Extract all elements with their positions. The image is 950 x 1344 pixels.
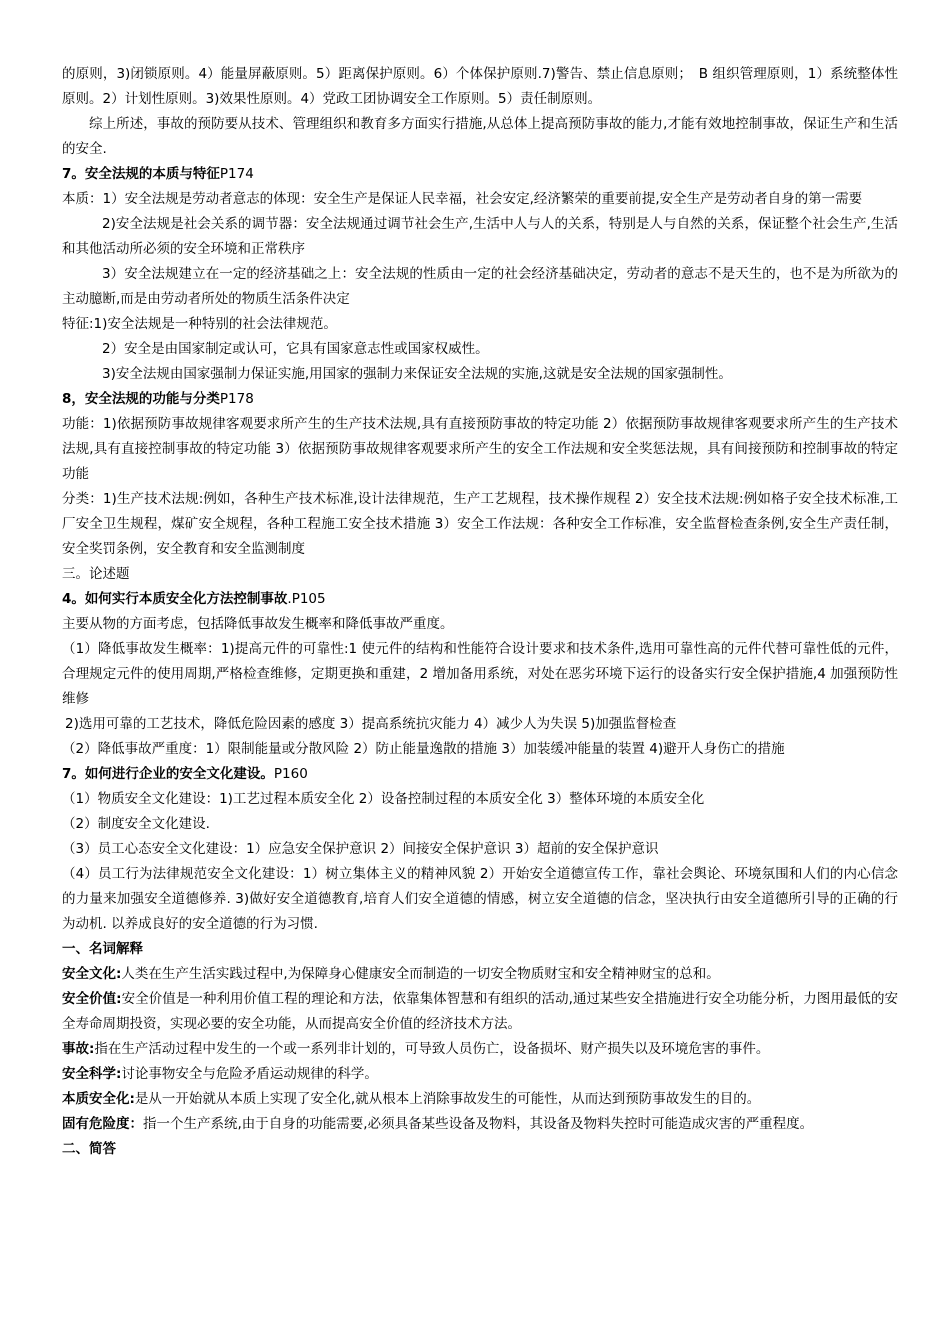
definition-item — [62, 1087, 898, 1112]
definition-text: 讨论事物安全与危险矛盾运动规律的科学。 — [121, 1066, 378, 1082]
definition-item — [62, 1112, 898, 1137]
q8-heading-line — [62, 387, 898, 412]
q7-essence-2: 2)安全法规是社会关系的调节器：安全法规通过调节社会生产,生活中人与人的关系，特别是人与自然的关系，保证整个社会生产,生活和其他活动所必须的安全环境和正常秩序 — [62, 216, 898, 257]
definition-text: 安全价值是一种利用价值工程的理论和方法，依靠集体智慧和有组织的活动,通过某些安全措施进行安全功能分析，力图用最低的安全寿命周期投资，实现必要的安全功能，从而提高安全价值的经济技术方法。 — [62, 991, 898, 1032]
q7-heading-line — [62, 162, 898, 187]
q7b-heading-line — [62, 762, 898, 787]
intro-summary: 综上所述，事故的预防要从技术、管理组织和教育多方面实行措施,从总体上提高预防事故的能力,才能有效地控制事故，保证生产和生活的安全. — [62, 116, 898, 157]
q4-heading-line — [62, 587, 898, 612]
definition-item — [62, 1037, 898, 1062]
intro-principles: 的原则，3)闭锁原则。4）能量屏蔽原则。5）距离保护原则。6）个体保护原则.7)警告、禁止信息原则； B 组织管理原则，1）系统整体性原则。2）计划性原则。3)效果性原则。4）党政工团协调安全工作原则。5）责任制原则。 — [62, 66, 898, 107]
definition-item — [62, 987, 898, 1037]
q8-heading: 8，安全法规的功能与分类 — [62, 391, 220, 407]
q7-essence-1: 本质：1）安全法规是劳动者意志的体现：安全生产是保证人民幸福，社会安定,经济繁荣的重要前提,安全生产是劳动者自身的第一需要 — [62, 191, 863, 207]
q7b-page-ref: P160 — [273, 766, 308, 782]
definition-term: 安全文化: — [62, 966, 122, 982]
definition-term: 本质安全化: — [62, 1091, 135, 1107]
q4-page-ref: .P105 — [287, 591, 326, 607]
q7b-point-3: （3）员工心态安全文化建设：1）应急安全保护意识 2）间接安全保护意识 3）超前的安全保护意识 — [62, 841, 659, 857]
q8-classification: 分类：1)生产技术法规:例如，各种生产技术标准,设计法律规范，生产工艺规程，技术操作规程 2）安全技术法规:例如格子安全技术标准,工厂安全卫生规程，煤矿安全规程，各种工程施工安全技术措施 3）安全工作法规：各种安全工作标准，安全监督检查条例,安全生产责任制，安全奖罚条例，安全教育和安全监测制度 — [62, 491, 898, 557]
q7b-point-2: （2）制度安全文化建设. — [62, 816, 210, 832]
q7b-point-1: （1）物质安全文化建设：1)工艺过程本质安全化 2）设备控制过程的本质安全化 3）整体环境的本质安全化 — [62, 791, 705, 807]
q7b-heading: 7。如何进行企业的安全文化建设。 — [62, 766, 274, 782]
section-1-title: 一、名词解释 — [62, 941, 143, 957]
definition-term: 安全价值: — [62, 991, 122, 1007]
definition-term: 事故: — [62, 1041, 95, 1057]
q4-heading: 4。如何实行本质安全化方法控制事故 — [62, 591, 288, 607]
q4-point-1: （1）降低事故发生概率：1)提高元件的可靠性:1 使元件的结构和性能符合设计要求和技术条件,选用可靠性高的元件代替可靠性低的元件，合理规定元件的使用周期,严格检查维修，定期更换和重建，2 增加备用系统，对处在恶劣环境下运行的设备实行安全保护措施,4 加强预防性维修 — [62, 641, 898, 707]
section-2-title: 二、简答 — [62, 1141, 116, 1157]
definition-term: 固有危险度： — [62, 1116, 143, 1132]
q7-heading: 7。安全法规的本质与特征 — [62, 166, 220, 182]
definition-text: 人类在生产生活实践过程中,为保障身心健康安全而制造的一切安全物质财宝和安全精神财宝的总和。 — [121, 966, 720, 982]
definition-item — [62, 1062, 898, 1087]
q7b-point-4: （4）员工行为法律规范安全文化建设：1）树立集体主义的精神风貌 2）开始安全道德宣传工作，靠社会舆论、环境氛围和人们的内心信念的力量来加强安全道德修养. 3)做好安全道德教育,培育人们安全道德的情感，树立安全道德的信念，坚决执行由安全道德所引导的正确的行为动机. 以养成良好的安全道德的行为习惯. — [62, 866, 898, 932]
q7-essence-3: 3）安全法规建立在一定的经济基础之上：安全法规的性质由一定的社会经济基础决定，劳动者的意志不是天生的，也不是为所欲为的主动臆断,而是由劳动者所处的物质生活条件决定 — [62, 266, 898, 307]
q4-point-2: 2)选用可靠的工艺技术，降低危险因素的感度 3）提高系统抗灾能力 4）减少人为失误 5)加强监督检查 — [65, 716, 677, 732]
definition-text: 是从一开始就从本质上实现了安全化,就从根本上消除事故发生的可能性，从而达到预防事故发生的目的。 — [134, 1091, 761, 1107]
q8-page-ref: P178 — [219, 391, 254, 407]
q4-point-3: （2）降低事故严重度：1）限制能量或分散风险 2）防止能量逸散的措施 3）加装缓冲能量的装置 4)避开人身伤亡的措施 — [62, 741, 785, 757]
definition-text: 指一个生产系统,由于自身的功能需要,必须具备某些设备及物料，其设备及物料失控时可能造成灾害的严重程度。 — [143, 1116, 814, 1132]
q4-intro: 主要从物的方面考虑，包括降低事故发生概率和降低事故严重度。 — [62, 616, 454, 632]
q8-function: 功能：1)依据预防事故规律客观要求所产生的生产技术法规,具有直接预防事故的特定功能 2）依据预防事故规律客观要求所产生的生产技术法规,具有直接控制事故的特定功能 3）依据预防事故规律客观要求所产生的安全工作法规和安全奖惩法规，具有间接预防和控制事故的特定功能 — [62, 416, 898, 482]
document-page — [62, 62, 898, 1162]
section-3-title: 三。论述题 — [62, 566, 130, 582]
q7-feature-3: 3)安全法规由国家强制力保证实施,用国家的强制力来保证安全法规的实施,这就是安全法规的国家强制性。 — [102, 366, 732, 382]
q7-feature-2: 2）安全是由国家制定或认可，它具有国家意志性或国家权威性。 — [102, 341, 489, 357]
definition-term: 安全科学: — [62, 1066, 122, 1082]
q7-feature-1: 特征:1)安全法规是一种特别的社会法律规范。 — [62, 316, 337, 332]
definition-text: 指在生产活动过程中发生的一个或一系列非计划的，可导致人员伤亡，设备损坏、财产损失以及环境危害的事件。 — [94, 1041, 770, 1057]
q7-page-ref: P174 — [219, 166, 254, 182]
definition-item — [62, 962, 898, 987]
